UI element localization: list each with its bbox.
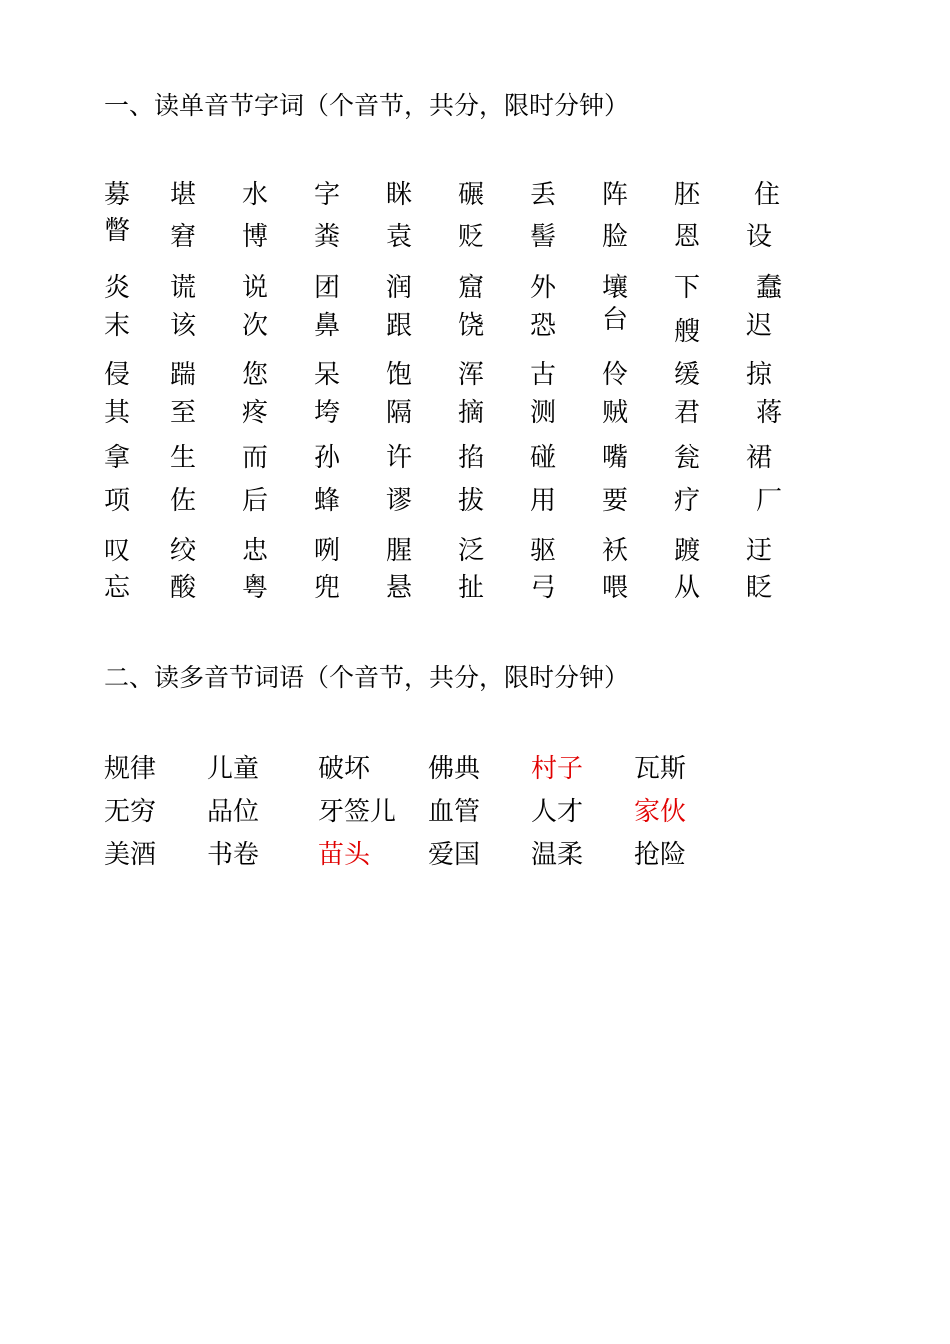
word-cell: 破坏 bbox=[318, 754, 371, 784]
character-cell: 眯 bbox=[385, 180, 412, 210]
word-cell: 书卷 bbox=[207, 840, 260, 870]
character-cell: 设 bbox=[745, 222, 772, 252]
character-cell: 伶 bbox=[601, 360, 628, 390]
character-cell: 拔 bbox=[457, 486, 484, 516]
character-cell: 碰 bbox=[529, 443, 556, 473]
character-cell: 叹 bbox=[103, 536, 130, 566]
character-cell: 粤 bbox=[241, 573, 268, 603]
character-cell: 腥 bbox=[385, 536, 412, 566]
character-cell: 说 bbox=[241, 273, 268, 303]
character-cell: 迟 bbox=[745, 311, 772, 341]
character-cell: 水 bbox=[241, 180, 268, 210]
character-cell: 蠢 bbox=[755, 273, 782, 303]
word-cell: 佛典 bbox=[428, 754, 481, 784]
character-cell: 酸 bbox=[169, 573, 196, 603]
character-cell: 忘 bbox=[103, 573, 130, 603]
character-cell: 堪 bbox=[169, 180, 196, 210]
character-cell: 脸 bbox=[601, 222, 628, 252]
word-cell: 家伙 bbox=[634, 797, 687, 827]
word-cell: 品位 bbox=[207, 797, 260, 827]
character-cell: 您 bbox=[241, 360, 268, 390]
character-cell: 丢 bbox=[529, 180, 556, 210]
character-cell: 饶 bbox=[457, 311, 484, 341]
character-cell: 阵 bbox=[601, 180, 628, 210]
character-cell: 瓮 bbox=[673, 443, 700, 473]
character-cell: 踹 bbox=[169, 360, 196, 390]
character-cell: 用 bbox=[529, 486, 556, 516]
character-cell: 艘 bbox=[673, 317, 700, 347]
word-cell: 抢险 bbox=[634, 840, 687, 870]
word-cell: 温柔 bbox=[531, 840, 584, 870]
character-cell: 蜂 bbox=[313, 486, 340, 516]
character-cell: 字 bbox=[313, 180, 340, 210]
character-cell: 博 bbox=[241, 222, 268, 252]
character-cell: 谎 bbox=[169, 273, 196, 303]
character-cell: 项 bbox=[103, 486, 130, 516]
character-cell: 兜 bbox=[313, 573, 340, 603]
character-cell: 袄 bbox=[601, 536, 628, 566]
character-cell: 恩 bbox=[673, 222, 700, 252]
character-cell: 末 bbox=[103, 311, 130, 341]
character-cell: 泛 bbox=[457, 536, 484, 566]
character-cell: 摘 bbox=[457, 398, 484, 428]
section2-heading: 二、读多音节词语（个音节，共分，限时分钟） bbox=[104, 663, 630, 692]
character-cell: 从 bbox=[673, 573, 700, 603]
character-cell: 眨 bbox=[745, 573, 772, 603]
character-cell: 贬 bbox=[457, 222, 484, 252]
word-cell: 村子 bbox=[531, 754, 584, 784]
character-cell: 浑 bbox=[457, 360, 484, 390]
word-cell: 规律 bbox=[104, 754, 157, 784]
character-cell: 台 bbox=[601, 305, 628, 335]
section1-heading: 一、读单音节字词（个音节，共分，限时分钟） bbox=[104, 91, 630, 120]
character-cell: 瞥 bbox=[103, 216, 130, 246]
character-cell: 碾 bbox=[457, 180, 484, 210]
character-cell: 隔 bbox=[385, 398, 412, 428]
character-cell: 团 bbox=[313, 273, 340, 303]
character-cell: 壤 bbox=[601, 273, 628, 303]
character-cell: 驱 bbox=[529, 536, 556, 566]
word-cell: 无穷 bbox=[104, 797, 157, 827]
word-cell: 人才 bbox=[531, 797, 584, 827]
character-cell: 厂 bbox=[755, 486, 782, 516]
word-cell: 儿童 bbox=[207, 754, 260, 784]
character-cell: 后 bbox=[241, 486, 268, 516]
word-cell: 牙签儿 bbox=[318, 797, 397, 827]
character-cell: 窟 bbox=[457, 273, 484, 303]
character-cell: 要 bbox=[601, 486, 628, 516]
character-cell: 悬 bbox=[385, 573, 412, 603]
character-cell: 绞 bbox=[169, 536, 196, 566]
character-cell: 踱 bbox=[673, 536, 700, 566]
character-cell: 饱 bbox=[385, 360, 412, 390]
character-cell: 缓 bbox=[673, 360, 700, 390]
character-cell: 拿 bbox=[103, 443, 130, 473]
word-cell: 血管 bbox=[428, 797, 481, 827]
character-cell: 君 bbox=[673, 398, 700, 428]
character-cell: 窘 bbox=[169, 222, 196, 252]
character-cell: 募 bbox=[103, 180, 130, 210]
character-cell: 垮 bbox=[313, 398, 340, 428]
character-cell: 咧 bbox=[313, 536, 340, 566]
character-cell: 而 bbox=[241, 443, 268, 473]
character-cell: 至 bbox=[169, 398, 196, 428]
character-cell: 测 bbox=[529, 398, 556, 428]
character-cell: 谬 bbox=[385, 486, 412, 516]
character-cell: 外 bbox=[529, 273, 556, 303]
character-cell: 贼 bbox=[601, 398, 628, 428]
character-cell: 古 bbox=[529, 360, 556, 390]
word-cell: 美酒 bbox=[104, 840, 157, 870]
character-cell: 弓 bbox=[529, 573, 556, 603]
character-cell: 许 bbox=[385, 443, 412, 473]
character-cell: 嘴 bbox=[601, 443, 628, 473]
character-cell: 其 bbox=[103, 398, 130, 428]
character-cell: 喂 bbox=[601, 573, 628, 603]
character-cell: 侵 bbox=[103, 360, 130, 390]
character-cell: 润 bbox=[385, 273, 412, 303]
character-cell: 忠 bbox=[241, 536, 268, 566]
character-cell: 下 bbox=[673, 273, 700, 303]
character-cell: 疗 bbox=[673, 486, 700, 516]
character-cell: 掐 bbox=[457, 443, 484, 473]
character-cell: 鼻 bbox=[313, 311, 340, 341]
character-cell: 次 bbox=[241, 311, 268, 341]
character-cell: 疼 bbox=[241, 398, 268, 428]
character-cell: 裙 bbox=[745, 443, 772, 473]
character-cell: 恐 bbox=[529, 311, 556, 341]
character-cell: 生 bbox=[169, 443, 196, 473]
word-cell: 爱国 bbox=[428, 840, 481, 870]
word-cell: 瓦斯 bbox=[634, 754, 687, 784]
character-cell: 孙 bbox=[313, 443, 340, 473]
character-cell: 佐 bbox=[169, 486, 196, 516]
character-cell: 袁 bbox=[385, 222, 412, 252]
character-cell: 炎 bbox=[103, 273, 130, 303]
character-cell: 住 bbox=[753, 180, 780, 210]
character-cell: 掠 bbox=[745, 360, 772, 390]
character-cell: 粪 bbox=[313, 222, 340, 252]
character-cell: 该 bbox=[169, 311, 196, 341]
character-cell: 迂 bbox=[745, 536, 772, 566]
character-cell: 蒋 bbox=[755, 398, 782, 428]
character-cell: 髻 bbox=[529, 222, 556, 252]
character-cell: 扯 bbox=[457, 573, 484, 603]
character-cell: 跟 bbox=[385, 311, 412, 341]
character-cell: 呆 bbox=[313, 360, 340, 390]
word-cell: 苗头 bbox=[318, 840, 371, 870]
character-cell: 胚 bbox=[673, 180, 700, 210]
